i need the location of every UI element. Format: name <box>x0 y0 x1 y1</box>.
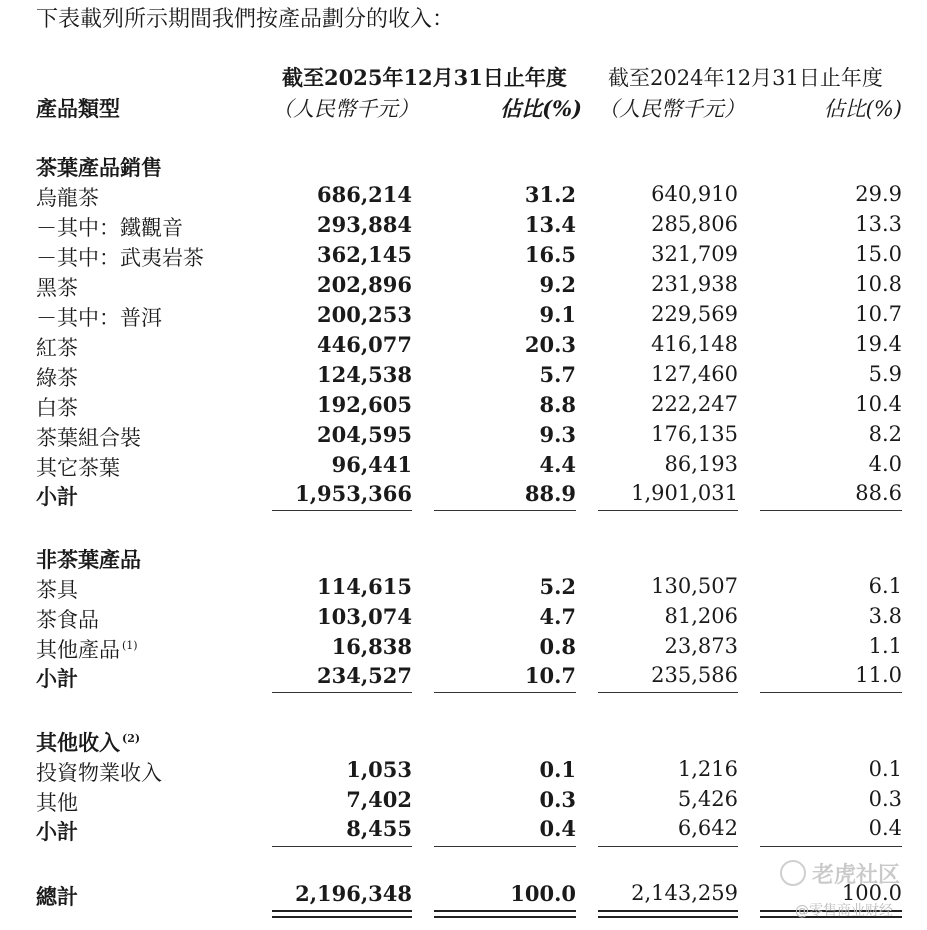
cell-value-2025: 202,896 <box>317 272 412 297</box>
row-label: 茶葉組合裝 <box>36 426 141 450</box>
watermark-handle: @零售商业财经 <box>795 903 893 919</box>
cell-share-2025: 10.7 <box>524 663 576 688</box>
cell-share-2024: 13.3 <box>855 212 902 236</box>
section-title-row <box>0 152 927 182</box>
table-row <box>0 332 927 362</box>
cell-share-2025: 9.1 <box>539 302 576 327</box>
cell-share-2024: 10.4 <box>855 392 902 416</box>
cell-share-2025: 0.3 <box>539 787 576 812</box>
row-label: 其他 <box>36 791 78 815</box>
cell-share-2024: 19.4 <box>855 332 902 356</box>
subtotal-rule <box>272 846 412 847</box>
cell-share-2025: 16.5 <box>524 242 576 267</box>
row-label: 紅茶 <box>36 336 78 360</box>
total-double-rule <box>434 910 576 918</box>
cell-value-2024: 127,460 <box>651 362 738 386</box>
cell-share-2024: 3.8 <box>868 604 902 628</box>
cell-value-2025: 2,196,348 <box>295 881 412 906</box>
cell-value-2024: 86,193 <box>664 452 738 476</box>
table-row <box>0 272 927 302</box>
cell-share-2025: 4.4 <box>539 452 576 477</box>
cell-share-2024: 15.0 <box>855 242 902 266</box>
row-label: －其中：鐵觀音 <box>36 216 183 240</box>
total-label: 總計 <box>36 884 78 909</box>
cell-value-2025: 446,077 <box>317 332 412 357</box>
table-row <box>0 302 927 332</box>
row-label: －其中：武夷岩茶 <box>36 246 204 270</box>
header-product-type: 產品類型 <box>36 96 120 121</box>
row-label: 投資物業收入 <box>36 761 162 785</box>
footnote-marker: (2) <box>122 732 141 745</box>
cell-share-2025: 5.7 <box>539 362 576 387</box>
cell-value-2024: 1,901,031 <box>631 481 738 505</box>
row-label: 茶食品 <box>36 608 99 632</box>
row-label: 烏龍茶 <box>36 186 99 210</box>
subtotal-rule <box>598 846 738 847</box>
cell-value-2025: 362,145 <box>317 242 412 267</box>
cell-value-2024: 235,586 <box>651 663 738 687</box>
cell-share-2025: 100.0 <box>510 881 576 906</box>
cell-value-2024: 231,938 <box>651 272 738 296</box>
subtotal-label: 小計 <box>36 484 78 509</box>
table-row <box>0 212 927 242</box>
cell-value-2024: 416,148 <box>651 332 738 356</box>
header-share-2025: 佔比(%) <box>500 96 582 121</box>
table-row <box>0 452 927 482</box>
cell-value-2024: 640,910 <box>651 182 738 206</box>
cell-value-2024: 229,569 <box>651 302 738 326</box>
cell-value-2025: 96,441 <box>331 452 412 477</box>
intro-text: 下表載列所示期間我們按產品劃分的收入： <box>36 7 455 32</box>
row-label: 茶具 <box>36 578 78 602</box>
cell-share-2025: 5.2 <box>539 574 576 599</box>
subtotal-rule <box>760 692 902 693</box>
cell-share-2024: 8.2 <box>868 422 902 446</box>
cell-share-2025: 20.3 <box>524 332 576 357</box>
table-row <box>0 392 927 422</box>
subtotal-rule <box>434 692 576 693</box>
cell-share-2024: 29.9 <box>855 182 902 206</box>
cell-value-2025: 686,214 <box>317 182 412 207</box>
total-row <box>0 881 927 911</box>
row-label: 黑茶 <box>36 276 78 300</box>
section-title-non-tea: 非茶葉產品 <box>36 547 141 572</box>
table-row <box>0 604 927 634</box>
cell-value-2025: 234,527 <box>317 663 412 688</box>
row-label: －其中：普洱 <box>36 306 162 330</box>
cell-share-2025: 8.8 <box>539 392 576 417</box>
table-row <box>0 182 927 212</box>
cell-value-2025: 192,605 <box>317 392 412 417</box>
cell-share-2024: 0.1 <box>868 757 902 781</box>
subtotal-row <box>0 481 927 511</box>
cell-share-2024: 11.0 <box>855 663 902 687</box>
cell-value-2024: 321,709 <box>651 242 738 266</box>
header-period-2025: 截至2025年12月31日止年度 <box>282 65 567 90</box>
subtotal-row <box>0 663 927 693</box>
cell-share-2025: 9.2 <box>539 272 576 297</box>
cell-share-2024: 0.3 <box>868 787 902 811</box>
subtotal-label: 小計 <box>36 666 78 691</box>
cell-value-2024: 222,247 <box>651 392 738 416</box>
cell-value-2025: 1,053 <box>346 757 412 782</box>
cell-share-2025: 31.2 <box>524 182 576 207</box>
header-share-2024: 佔比(%) <box>823 97 902 121</box>
cell-share-2025: 0.4 <box>539 816 576 841</box>
row-label <box>36 634 138 664</box>
subtotal-rule <box>760 846 902 847</box>
cell-share-2025: 4.7 <box>539 604 576 629</box>
total-double-rule <box>598 910 738 918</box>
subtotal-rule <box>272 510 412 511</box>
cell-value-2024: 1,216 <box>677 757 738 781</box>
cell-share-2024: 5.9 <box>868 362 902 386</box>
cell-value-2025: 293,884 <box>317 212 412 237</box>
table-row <box>0 422 927 452</box>
row-label: 白茶 <box>36 396 78 420</box>
cell-share-2024: 1.1 <box>868 634 902 658</box>
table-row <box>0 362 927 392</box>
subtotal-rule <box>598 692 738 693</box>
watermark-brand: 老虎社区 <box>812 863 901 888</box>
cell-share-2024: 10.7 <box>855 302 902 326</box>
cell-share-2025: 9.3 <box>539 422 576 447</box>
header-unit-2025: （人民幣千元） <box>272 97 419 121</box>
cell-value-2025: 200,253 <box>317 302 412 327</box>
subtotal-row <box>0 816 927 846</box>
cell-value-2024: 2,143,259 <box>631 881 738 905</box>
table-row <box>0 574 927 604</box>
cell-value-2024: 23,873 <box>664 634 738 658</box>
cell-value-2024: 176,135 <box>651 422 738 446</box>
cell-value-2025: 103,074 <box>317 604 412 629</box>
table-row <box>0 787 927 817</box>
cell-value-2025: 124,538 <box>317 362 412 387</box>
header-period-2024: 截至2024年12月31日止年度 <box>608 66 883 90</box>
cell-share-2024: 0.4 <box>868 816 902 840</box>
footnote-marker: (1) <box>122 639 138 652</box>
row-label-text: 其他產品 <box>36 638 120 662</box>
cell-share-2024: 100.0 <box>841 881 902 905</box>
cell-share-2024: 10.8 <box>855 272 902 296</box>
cell-value-2024: 130,507 <box>651 574 738 598</box>
cell-value-2024: 5,426 <box>677 787 738 811</box>
table-row <box>0 242 927 272</box>
row-label: 綠茶 <box>36 366 78 390</box>
header-unit-2024: （人民幣千元） <box>598 97 745 121</box>
cell-value-2025: 8,455 <box>346 816 412 841</box>
cell-share-2025: 0.1 <box>539 757 576 782</box>
subtotal-rule <box>272 692 412 693</box>
section-title-row <box>0 727 927 757</box>
subtotal-rule <box>434 510 576 511</box>
cell-value-2025: 16,838 <box>331 634 412 659</box>
table-row <box>0 634 927 664</box>
cell-value-2024: 6,642 <box>677 816 738 840</box>
section-title-text: 其他收入 <box>36 730 120 755</box>
cell-value-2025: 114,615 <box>317 574 412 599</box>
cell-value-2024: 81,206 <box>664 604 738 628</box>
table-row <box>0 757 927 787</box>
section-title-other-income <box>36 727 140 757</box>
total-double-rule <box>272 910 412 918</box>
cell-share-2025: 0.8 <box>539 634 576 659</box>
cell-share-2025: 88.9 <box>524 481 576 506</box>
subtotal-rule <box>434 846 576 847</box>
subtotal-rule <box>760 510 902 511</box>
tiger-logo-icon <box>780 860 806 886</box>
cell-value-2024: 285,806 <box>651 212 738 236</box>
section-title-row <box>0 544 927 574</box>
row-label: 其它茶葉 <box>36 456 120 480</box>
cell-value-2025: 204,595 <box>317 422 412 447</box>
cell-share-2024: 88.6 <box>855 481 902 505</box>
cell-share-2024: 4.0 <box>868 452 902 476</box>
subtotal-rule <box>598 510 738 511</box>
cell-value-2025: 1,953,366 <box>295 481 412 506</box>
cell-share-2025: 13.4 <box>524 212 576 237</box>
cell-share-2024: 6.1 <box>868 574 902 598</box>
subtotal-label: 小計 <box>36 819 78 844</box>
section-title-tea: 茶葉產品銷售 <box>36 155 162 180</box>
cell-value-2025: 7,402 <box>346 787 412 812</box>
